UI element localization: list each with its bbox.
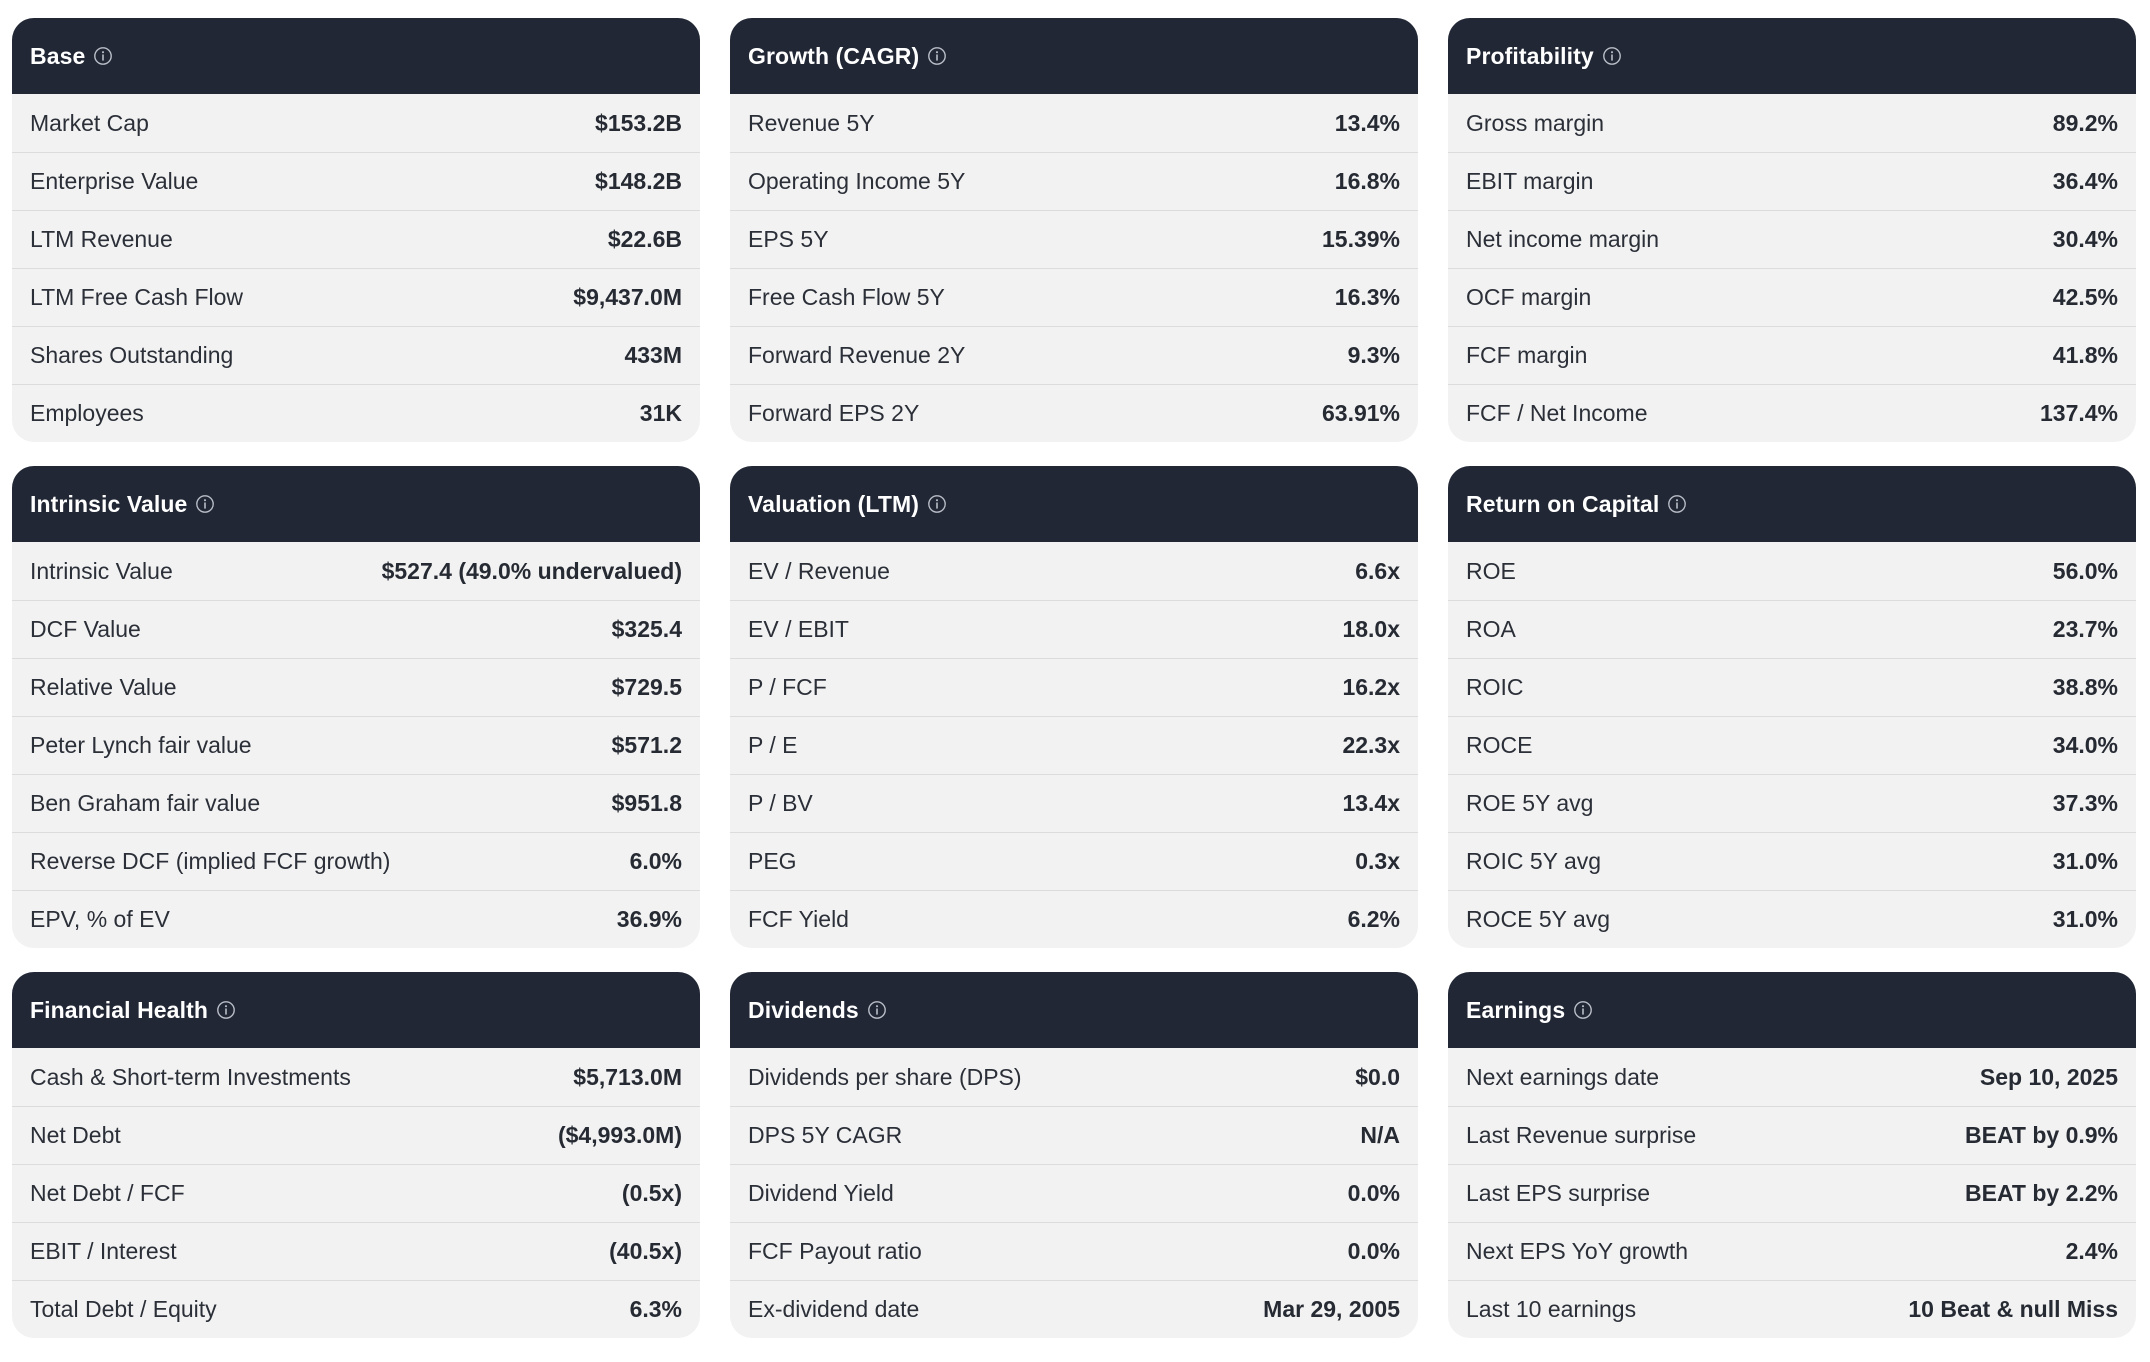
- metric-value: 22.3x: [1342, 732, 1400, 758]
- card-body: [1448, 94, 2136, 442]
- metric-row: [12, 152, 700, 210]
- metric-label: EV / EBIT: [748, 616, 849, 642]
- metric-value: 37.3%: [2052, 790, 2118, 816]
- metric-row: [12, 542, 700, 600]
- card-growth-cagr: [730, 18, 1418, 442]
- card-title: Financial Health: [30, 996, 208, 1023]
- card-earnings: [1448, 972, 2136, 1338]
- metric-row: [730, 210, 1418, 268]
- metric-value: 16.3%: [1334, 284, 1400, 310]
- card-valuation-ltm: [730, 466, 1418, 948]
- card-title: Dividends: [748, 996, 859, 1023]
- metric-label: LTM Revenue: [30, 226, 173, 252]
- metric-value: 0.0%: [1347, 1180, 1400, 1206]
- metric-value: 30.4%: [2052, 226, 2118, 252]
- metric-label: DPS 5Y CAGR: [748, 1122, 903, 1148]
- metric-label: Last Revenue surprise: [1466, 1122, 1697, 1148]
- card-body: [12, 94, 700, 442]
- metric-row: [730, 384, 1418, 442]
- metric-label: FCF Payout ratio: [748, 1238, 922, 1264]
- metric-value: $0.0: [1355, 1063, 1400, 1090]
- metric-value: 63.91%: [1321, 400, 1400, 426]
- info-icon[interactable]: [195, 494, 215, 514]
- metric-row: [730, 774, 1418, 832]
- metric-row: [730, 542, 1418, 600]
- metric-value: Mar 29, 2005: [1263, 1296, 1400, 1322]
- metric-row: [12, 1048, 700, 1106]
- metric-label: P / BV: [748, 790, 813, 816]
- metric-row: [730, 658, 1418, 716]
- card-title: Intrinsic Value: [30, 490, 188, 517]
- metric-row: [12, 268, 700, 326]
- metric-label: Next EPS YoY growth: [1466, 1238, 1689, 1264]
- metric-row: [1448, 600, 2136, 658]
- metric-label: Cash & Short-term Investments: [30, 1063, 351, 1090]
- metric-row: [12, 1222, 700, 1280]
- metric-label: Revenue 5Y: [748, 109, 875, 136]
- metric-value: $9,437.0M: [573, 284, 682, 310]
- metric-label: Ex-dividend date: [748, 1296, 920, 1322]
- card-body: [730, 94, 1418, 442]
- metric-row: [12, 832, 700, 890]
- metric-value: 56.0%: [2052, 557, 2118, 584]
- metric-label: Relative Value: [30, 674, 177, 700]
- metric-label: DCF Value: [30, 616, 141, 642]
- metric-label: ROE 5Y avg: [1466, 790, 1594, 816]
- metric-label: Reverse DCF (implied FCF growth): [30, 848, 391, 874]
- metric-value: 16.8%: [1334, 168, 1400, 194]
- card-body: [730, 542, 1418, 948]
- metric-value: 18.0x: [1342, 616, 1400, 642]
- metric-value: (0.5x): [621, 1180, 682, 1206]
- metric-value: $153.2B: [595, 109, 682, 136]
- metric-value: 0.3x: [1355, 848, 1400, 874]
- metric-row: [1448, 1164, 2136, 1222]
- card-header: [1448, 972, 2136, 1048]
- metric-row: [1448, 716, 2136, 774]
- metric-row: [730, 1222, 1418, 1280]
- info-icon[interactable]: [1667, 494, 1687, 514]
- card-body: [12, 1048, 700, 1338]
- metric-label: Last 10 earnings: [1466, 1296, 1637, 1322]
- metric-row: [1448, 94, 2136, 152]
- card-header: [12, 466, 700, 542]
- metric-row: [730, 1106, 1418, 1164]
- card-dividends: [730, 972, 1418, 1338]
- metric-value: 42.5%: [2052, 284, 2118, 310]
- info-icon[interactable]: [93, 46, 113, 66]
- metric-label: ROE: [1466, 557, 1516, 584]
- card-profitability: [1448, 18, 2136, 442]
- card-header: [1448, 466, 2136, 542]
- metric-row: [1448, 152, 2136, 210]
- metric-row: [12, 326, 700, 384]
- metric-value: 10 Beat & null Miss: [1908, 1296, 2118, 1322]
- metric-row: [12, 384, 700, 442]
- metric-label: ROA: [1466, 616, 1516, 642]
- metric-row: [1448, 268, 2136, 326]
- metric-value: N/A: [1360, 1122, 1400, 1148]
- metric-row: [1448, 542, 2136, 600]
- metric-value: Sep 10, 2025: [1979, 1063, 2118, 1090]
- card-body: [1448, 1048, 2136, 1338]
- info-icon[interactable]: [927, 494, 947, 514]
- metric-value: 9.3%: [1347, 342, 1400, 368]
- metric-label: ROIC: [1466, 674, 1524, 700]
- metric-value: 13.4%: [1334, 109, 1400, 136]
- card-header: [730, 18, 1418, 94]
- metric-value: 0.0%: [1347, 1238, 1400, 1264]
- metric-row: [1448, 384, 2136, 442]
- metric-label: Forward EPS 2Y: [748, 400, 920, 426]
- metric-row: [730, 1164, 1418, 1222]
- metric-row: [730, 890, 1418, 948]
- metric-row: [1448, 774, 2136, 832]
- metric-label: ROCE: [1466, 732, 1533, 758]
- metric-label: Enterprise Value: [30, 168, 199, 194]
- card-header: [730, 466, 1418, 542]
- info-icon[interactable]: [1573, 1000, 1593, 1020]
- metric-value: $325.4: [611, 616, 682, 642]
- metric-row: [12, 600, 700, 658]
- metric-value: $951.8: [611, 790, 682, 816]
- metric-value: $22.6B: [607, 226, 682, 252]
- info-icon[interactable]: [216, 1000, 236, 1020]
- metric-value: 38.8%: [2052, 674, 2118, 700]
- card-header: [12, 972, 700, 1048]
- metric-label: Net Debt: [30, 1122, 121, 1148]
- metric-row: [730, 326, 1418, 384]
- metric-row: [1448, 1048, 2136, 1106]
- metric-value: $571.2: [611, 732, 682, 758]
- metric-row: [1448, 832, 2136, 890]
- card-title: Valuation (LTM): [748, 490, 920, 517]
- metric-label: ROCE 5Y avg: [1466, 906, 1611, 932]
- card-header: [730, 972, 1418, 1048]
- metric-value: $5,713.0M: [573, 1063, 682, 1090]
- metric-row: [12, 1164, 700, 1222]
- metric-value: $527.4 (49.0% undervalued): [381, 557, 682, 584]
- card-return-on-capital: [1448, 466, 2136, 948]
- metric-row: [12, 658, 700, 716]
- card-title: Return on Capital: [1466, 490, 1660, 517]
- metric-value: BEAT by 0.9%: [1965, 1122, 2118, 1148]
- metric-label: Free Cash Flow 5Y: [748, 284, 945, 310]
- metric-label: Operating Income 5Y: [748, 168, 966, 194]
- metric-value: 89.2%: [2052, 109, 2118, 136]
- metric-value: 13.4x: [1342, 790, 1400, 816]
- metric-label: EBIT margin: [1466, 168, 1594, 194]
- metric-label: EBIT / Interest: [30, 1238, 177, 1264]
- metric-row: [12, 1106, 700, 1164]
- info-icon[interactable]: [1602, 46, 1622, 66]
- card-base: [12, 18, 700, 442]
- metric-label: Total Debt / Equity: [30, 1296, 217, 1322]
- metric-row: [1448, 1106, 2136, 1164]
- card-body: [12, 542, 700, 948]
- metric-value: 31K: [639, 400, 682, 426]
- metric-row: [12, 774, 700, 832]
- metric-value: 16.2x: [1342, 674, 1400, 700]
- metric-label: Dividend Yield: [748, 1180, 894, 1206]
- metric-value: 6.3%: [629, 1296, 682, 1322]
- metric-label: Intrinsic Value: [30, 557, 173, 584]
- metric-label: P / E: [748, 732, 798, 758]
- metric-row: [1448, 890, 2136, 948]
- metrics-grid: [12, 18, 2136, 1362]
- metric-row: [1448, 210, 2136, 268]
- metric-label: FCF / Net Income: [1466, 400, 1648, 426]
- metric-label: FCF margin: [1466, 342, 1588, 368]
- metric-value: 31.0%: [2052, 906, 2118, 932]
- metric-label: Peter Lynch fair value: [30, 732, 252, 758]
- card-header: [1448, 18, 2136, 94]
- metric-row: [730, 268, 1418, 326]
- metric-value: 2.4%: [2065, 1238, 2118, 1264]
- metric-value: 41.8%: [2052, 342, 2118, 368]
- metric-row: [730, 832, 1418, 890]
- metric-value: 15.39%: [1321, 226, 1400, 252]
- metric-label: Market Cap: [30, 109, 149, 136]
- card-body: [730, 1048, 1418, 1338]
- metric-label: Shares Outstanding: [30, 342, 234, 368]
- metric-value: 6.2%: [1347, 906, 1400, 932]
- metric-value: 137.4%: [2039, 400, 2118, 426]
- info-icon[interactable]: [867, 1000, 887, 1020]
- metric-label: Last EPS surprise: [1466, 1180, 1651, 1206]
- metric-value: 36.9%: [616, 906, 682, 932]
- metric-row: [12, 94, 700, 152]
- metric-label: EV / Revenue: [748, 557, 890, 584]
- metric-value: 6.6x: [1355, 557, 1400, 584]
- metric-label: Net Debt / FCF: [30, 1180, 185, 1206]
- metric-label: Dividends per share (DPS): [748, 1063, 1022, 1090]
- metric-value: ($4,993.0M): [557, 1122, 682, 1148]
- metric-row: [1448, 326, 2136, 384]
- info-icon[interactable]: [927, 46, 947, 66]
- metric-value: 31.0%: [2052, 848, 2118, 874]
- metric-label: Forward Revenue 2Y: [748, 342, 966, 368]
- card-title: Base: [30, 42, 86, 69]
- metric-row: [730, 1280, 1418, 1338]
- metric-label: FCF Yield: [748, 906, 849, 932]
- metric-label: LTM Free Cash Flow: [30, 284, 244, 310]
- metric-value: BEAT by 2.2%: [1965, 1180, 2118, 1206]
- card-intrinsic-value: [12, 466, 700, 948]
- metric-row: [12, 890, 700, 948]
- card-header: [12, 18, 700, 94]
- metric-label: EPS 5Y: [748, 226, 829, 252]
- card-financial-health: [12, 972, 700, 1338]
- card-title: Profitability: [1466, 42, 1594, 69]
- metric-row: [730, 600, 1418, 658]
- card-title: Earnings: [1466, 996, 1566, 1023]
- metric-label: ROIC 5Y avg: [1466, 848, 1602, 874]
- metric-row: [12, 1280, 700, 1338]
- metric-label: Ben Graham fair value: [30, 790, 261, 816]
- metric-row: [730, 152, 1418, 210]
- metric-label: P / FCF: [748, 674, 827, 700]
- metric-row: [12, 716, 700, 774]
- metric-label: PEG: [748, 848, 797, 874]
- metric-label: Gross margin: [1466, 109, 1605, 136]
- metric-value: 433M: [624, 342, 682, 368]
- metric-row: [1448, 658, 2136, 716]
- metric-value: 36.4%: [2052, 168, 2118, 194]
- metric-row: [730, 94, 1418, 152]
- metric-value: $729.5: [611, 674, 682, 700]
- metric-label: Net income margin: [1466, 226, 1660, 252]
- metric-row: [730, 716, 1418, 774]
- metric-value: 23.7%: [2052, 616, 2118, 642]
- metric-row: [1448, 1222, 2136, 1280]
- metric-label: EPV, % of EV: [30, 906, 170, 932]
- metric-row: [1448, 1280, 2136, 1338]
- card-title: Growth (CAGR): [748, 42, 920, 69]
- metric-value: 6.0%: [629, 848, 682, 874]
- metric-label: Employees: [30, 400, 144, 426]
- metric-value: $148.2B: [595, 168, 682, 194]
- metric-value: 34.0%: [2052, 732, 2118, 758]
- metric-label: Next earnings date: [1466, 1063, 1660, 1090]
- metric-row: [12, 210, 700, 268]
- metric-value: (40.5x): [609, 1238, 682, 1264]
- metric-label: OCF margin: [1466, 284, 1592, 310]
- card-body: [1448, 542, 2136, 948]
- metric-row: [730, 1048, 1418, 1106]
